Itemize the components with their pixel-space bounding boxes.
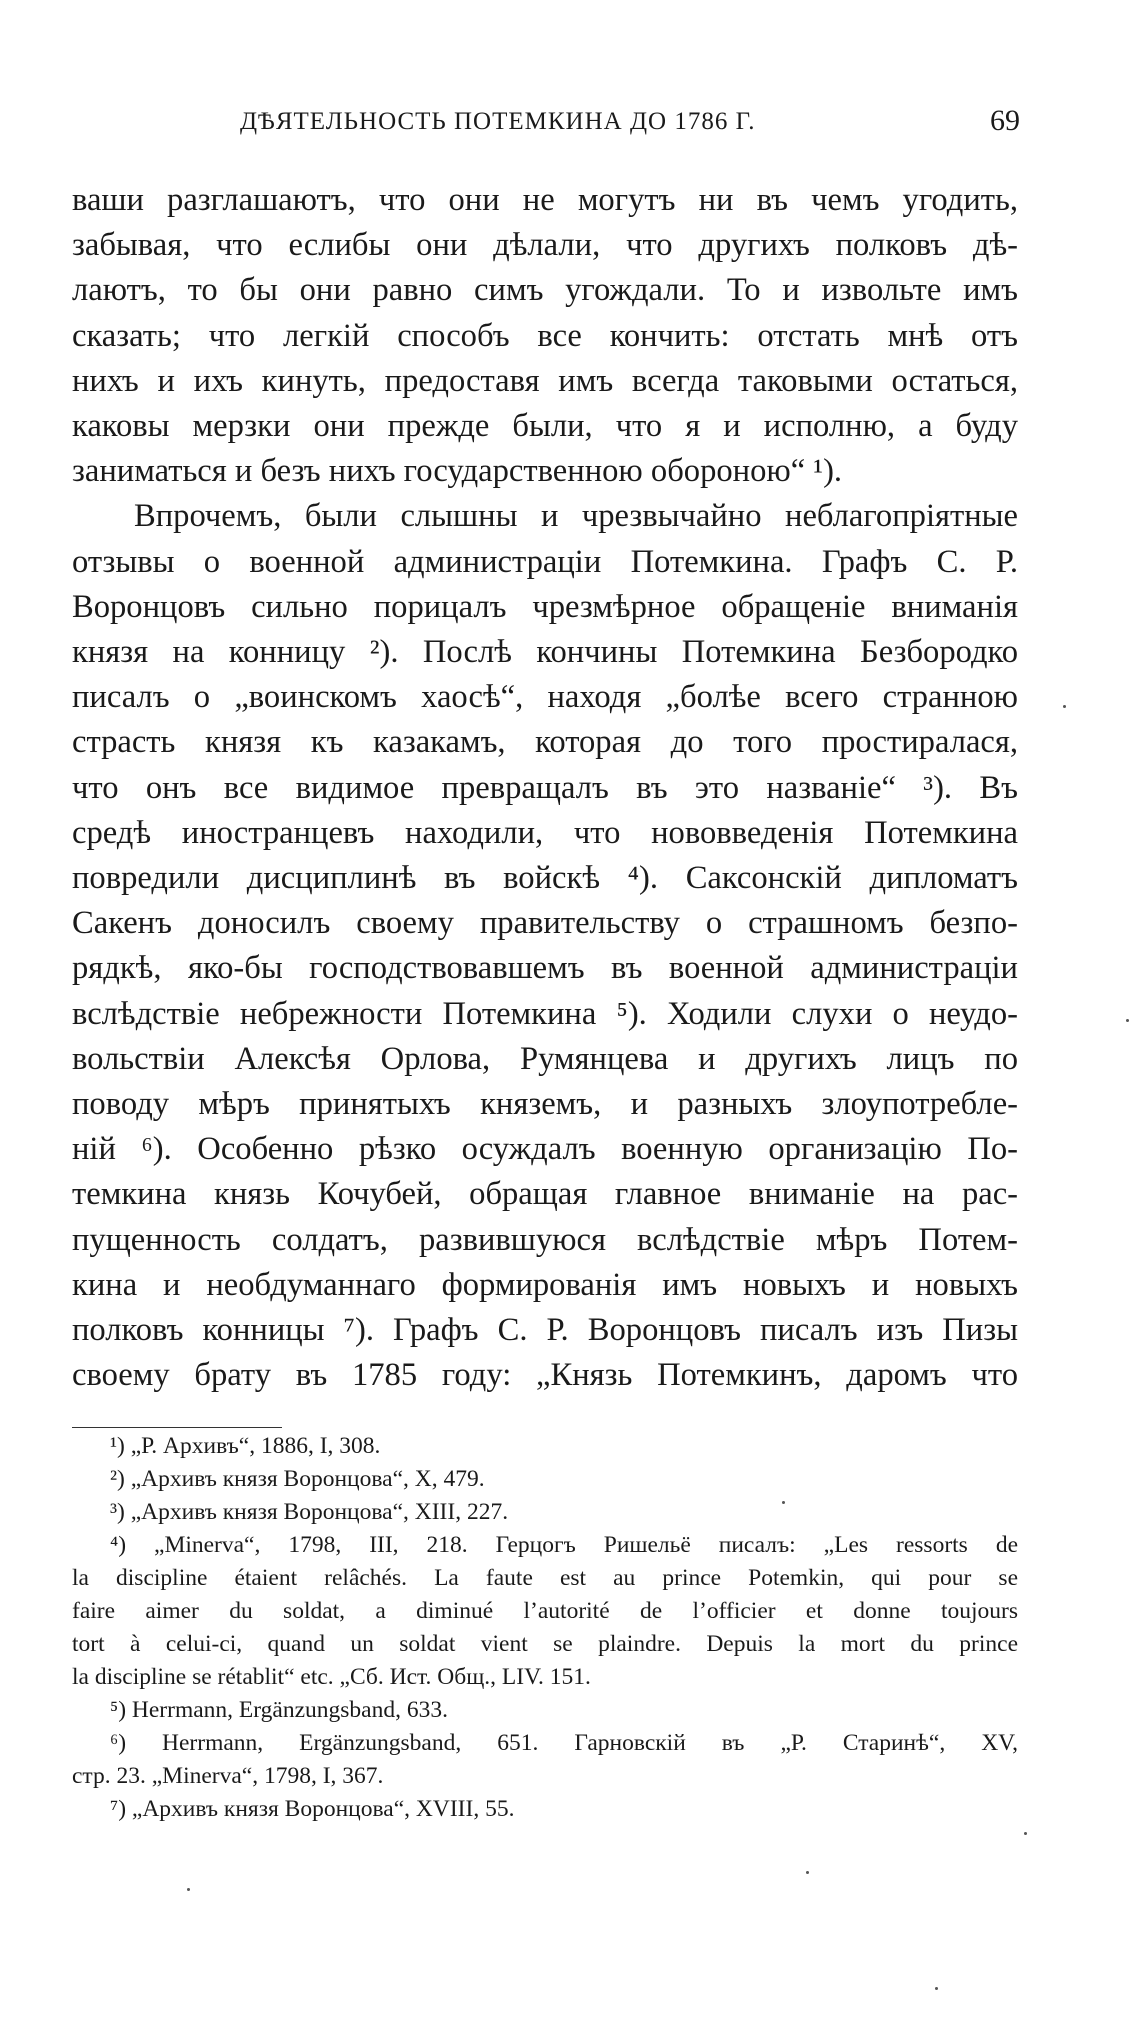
text-line: нихъ и ихъ кинуть, предоставя имъ всегда таковыми остаться, xyxy=(72,362,1018,399)
text-line: Сакенъ доносилъ своему правительству о страшномъ безпо- xyxy=(72,905,1018,942)
text-line: полковъ конницы ⁷). Графъ С. Р. Воронцовъ писалъ изъ Пизы xyxy=(72,1312,1018,1349)
text-line: ній ⁶). Особенно рѣзко осуждалъ военную организацію По- xyxy=(72,1131,1018,1168)
print-speck xyxy=(806,1871,809,1874)
text-line: писалъ о „воинскомъ хаосѣ“, находя „болѣе всего странною xyxy=(72,679,1018,716)
text-line: пущенность солдатъ, развившуюся вслѣдствіе мѣръ Потем- xyxy=(72,1221,1018,1258)
footnote-4-cont: tort à celui-ci, quand un soldat vient se plaindre. Depuis la mort du prince xyxy=(72,1631,1018,1657)
footnotes xyxy=(72,1430,1018,1826)
text-line: своему брату въ 1785 году: „Князь Потемкинъ, даромъ что xyxy=(72,1357,1018,1394)
text-line: лаютъ, то бы они равно симъ угождали. То и извольте имъ xyxy=(72,272,1018,309)
footnote-6-cont: стр. 23. „Minerva“, 1798, I, 367. xyxy=(72,1763,384,1789)
text-line: каковы мерзки они прежде были, что я и исполню, а буду xyxy=(72,408,1018,445)
footnote-4-cont: la discipline se rétablit“ etc. „Сб. Ист. Общ., LIV. 151. xyxy=(72,1664,591,1690)
paragraph-2 xyxy=(72,494,1018,1398)
print-speck xyxy=(187,1888,190,1891)
footnote-4: ⁴) „Minerva“, 1798, III, 218. Герцогъ Ришельё писалъ: „Les ressorts de xyxy=(110,1532,1018,1558)
text-line: ваши разглашаютъ, что они не могутъ ни въ чемъ угодить, xyxy=(72,182,1018,218)
print-speck xyxy=(935,1987,938,1990)
paragraph-1 xyxy=(72,178,1018,494)
body-text xyxy=(72,178,1018,1398)
print-speck xyxy=(1063,705,1066,708)
footnote-2: ²) „Архивъ князя Воронцова“, X, 479. xyxy=(110,1466,485,1492)
text-line: повредили дисциплинѣ въ войскѣ ⁴). Саксонскій дипломатъ xyxy=(72,860,1018,897)
footnote-3: ³) „Архивъ князя Воронцова“, XIII, 227. xyxy=(110,1499,509,1525)
footnote-divider xyxy=(72,1427,282,1428)
header-title: ДѢЯТЕЛЬНОСТЬ ПОТЕМКИНА ДО 1786 Г. xyxy=(240,108,756,135)
text-line: рядкѣ, яко-бы господствовавшемъ въ военной администраціи xyxy=(72,950,1018,987)
text-line: темкина князь Кочубей, обращая главное вниманіе на рас- xyxy=(72,1176,1018,1213)
text-line: поводу мѣръ принятыхъ княземъ, и разныхъ злоупотребле- xyxy=(72,1086,1018,1123)
footnote-5: ⁵) Herrmann, Ergänzungsband, 633. xyxy=(110,1697,448,1723)
text-line: сказать; что легкій способъ все кончить: отстать мнѣ отъ xyxy=(72,317,1018,354)
footnote-6: ⁶) Herrmann, Ergänzungsband, 651. Гарновскій въ „Р. Старинѣ“, XV, xyxy=(110,1730,1018,1756)
text-line: кина и необдуманнаго формированія имъ новыхъ и новыхъ xyxy=(72,1266,1018,1303)
text-line: средѣ иностранцевъ находили, что нововведенія Потемкина xyxy=(72,814,1018,851)
footnote-4-cont: la discipline étaient relâchés. La faute est au prince Potemkin, qui pour se xyxy=(72,1565,1018,1591)
print-speck xyxy=(782,1501,785,1504)
text-line: Воронцовъ сильно порицалъ чрезмѣрное обращеніе вниманія xyxy=(72,588,1018,625)
footnote-1: ¹) „Р. Архивъ“, 1886, I, 308. xyxy=(110,1433,381,1459)
text-line: вольствіи Алексѣя Орлова, Румянцева и другихъ лицъ по xyxy=(72,1040,1018,1077)
footnote-4-cont: faire aimer du soldat, a diminué l’autorité de l’officier et donne toujours xyxy=(72,1598,1018,1624)
running-header xyxy=(60,100,1020,150)
print-speck xyxy=(1024,1832,1027,1835)
print-speck xyxy=(1126,1019,1129,1022)
text-line: князя на конницу ²). Послѣ кончины Потемкина Безбородко xyxy=(72,634,1018,671)
text-line: заниматься и безъ нихъ государственною обороною“ ¹). xyxy=(72,453,843,490)
text-line: страсть князя къ казакамъ, которая до того простиралася, xyxy=(72,724,1018,761)
text-line: отзывы о военной администраціи Потемкина. Графъ С. Р. xyxy=(72,543,1018,580)
text-line: вслѣдствіе небрежности Потемкина ⁵). Ходили слухи о неудо- xyxy=(72,995,1018,1032)
text-line: забывая, что еслибы они дѣлали, что другихъ полковъ дѣ- xyxy=(72,227,1018,264)
page-number: 69 xyxy=(990,104,1020,137)
text-line: что онъ все видимое превращалъ въ это названіе“ ³). Въ xyxy=(72,769,1018,806)
text-line: Впрочемъ, были слышны и чрезвычайно неблагопріятные xyxy=(134,498,1018,535)
footnote-7: ⁷) „Архивъ князя Воронцова“, XVIII, 55. xyxy=(110,1796,515,1822)
